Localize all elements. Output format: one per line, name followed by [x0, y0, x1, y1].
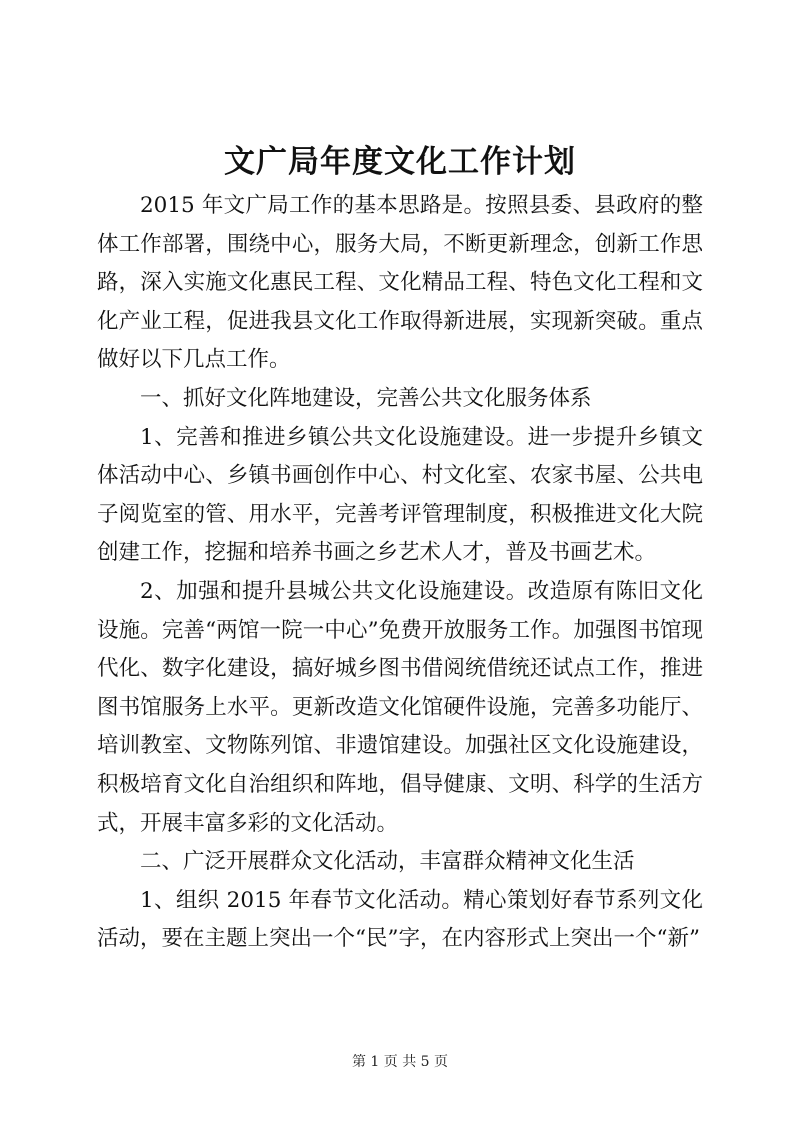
page-footer: 第 1 页 共 5 页: [351, 1054, 449, 1070]
paragraph-item-1-2: 2、加强和提升县城公共文化设施建设。改造原有陈旧文化设施。完善“两馆一院一中心”免费开放服务工作。加强图书馆现代化、数字化建设，搞好城乡图书借阅统借统还试点工作，推进图书馆服务上水平。更新改造文化馆硬件设施，完善多功能厅、培训教室、文物陈列馆、非遗馆建设。加强社区文化设施建设，积极培育文化自治组织和阵地，倡导健康、文明、科学的生活方式，开展丰富多彩的文化活动。: [97, 578, 703, 836]
paragraph-intro: 2015 年文广局工作的基本思路是。按照县委、县政府的整体工作部署，围绕中心，服务大局，不断更新理念，创新工作思路，深入实施文化惠民工程、文化精品工程、特色文化工程和文化产业工程，促进我县文化工作取得新进展，实现新突破。重点做好以下几点工作。: [97, 193, 703, 373]
section-heading-1: 一、抓好文化阵地建设，完善公共文化服务体系: [140, 385, 592, 411]
document-title: 文广局年度文化工作计划: [224, 144, 576, 180]
section-heading-2: 二、广泛开展群众文化活动，丰富群众精神文化生活: [140, 849, 635, 875]
paragraph-item-2-1: 1、组织 2015 年春节文化活动。精心策划好春节系列文化活动，要在主题上突出一个“民”字，在内容形式上突出一个“新”: [97, 887, 703, 952]
paragraph-item-1-1: 1、完善和推进乡镇公共文化设施建设。进一步提升乡镇文体活动中心、乡镇书画创作中心、村文化室、农家书屋、公共电子阅览室的管、用水平，完善考评管理制度，积极推进文化大院创建工作，挖掘和培养书画之乡艺术人才，普及书画艺术。: [97, 424, 703, 566]
document-body: [97, 187, 703, 959]
